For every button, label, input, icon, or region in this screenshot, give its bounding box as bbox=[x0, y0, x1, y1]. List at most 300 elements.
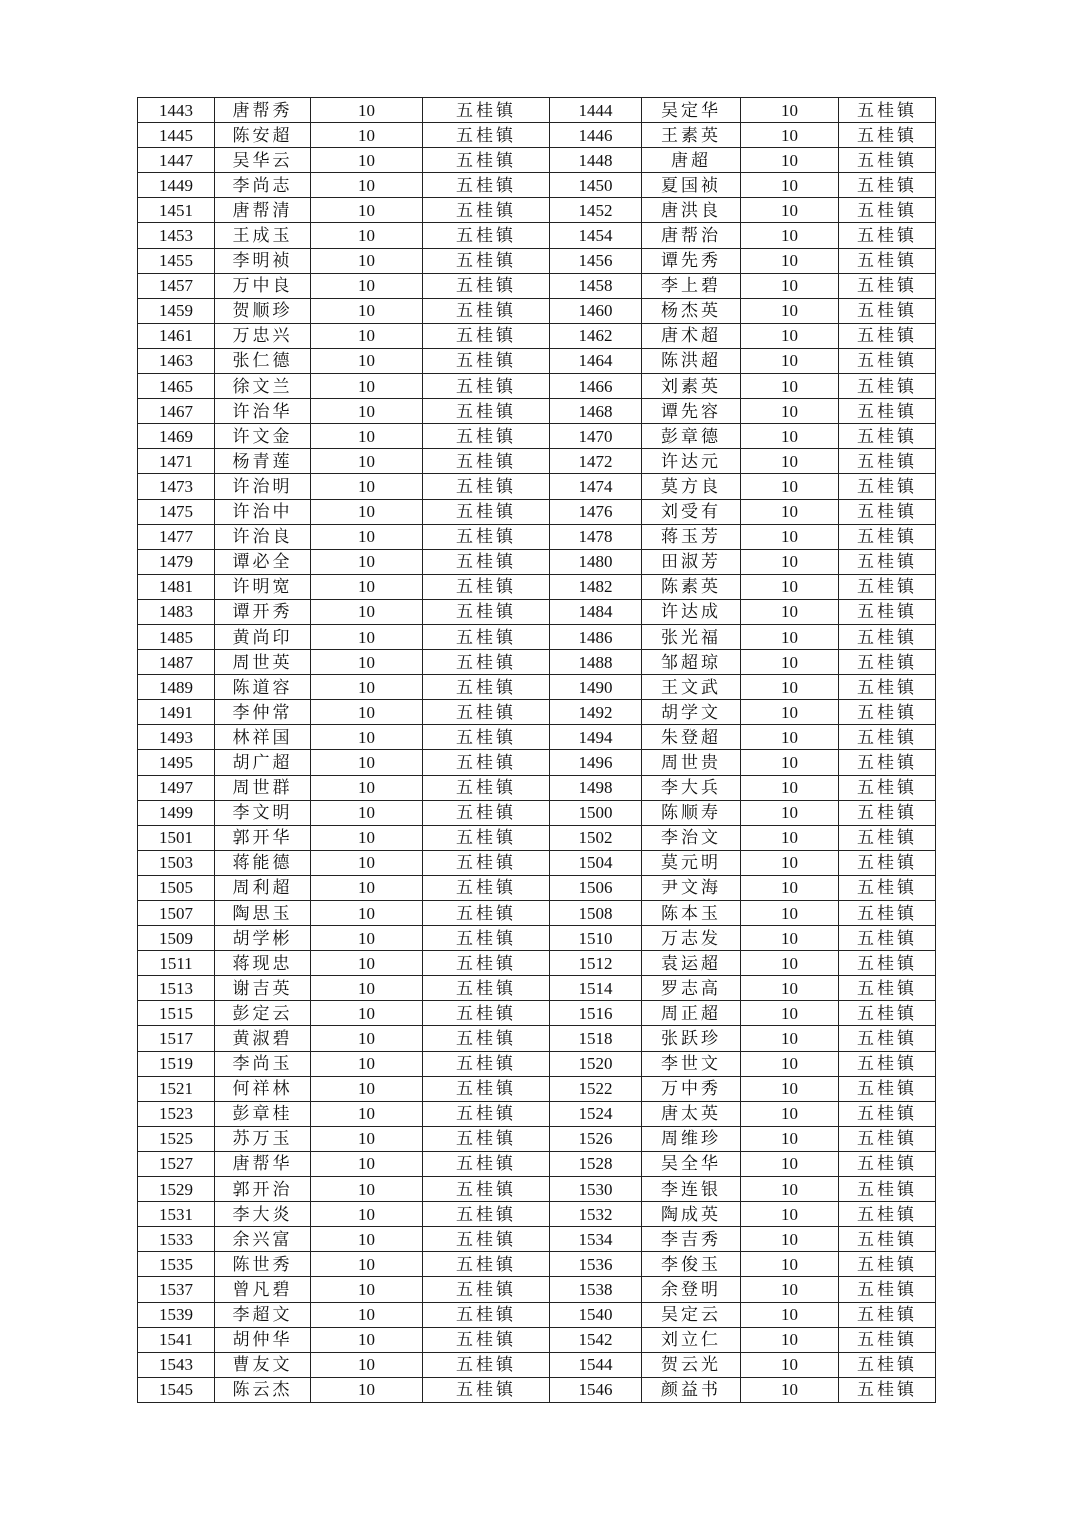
record-name: 唐帮清 bbox=[215, 198, 311, 223]
record-id: 1446 bbox=[550, 123, 642, 148]
record-id: 1513 bbox=[138, 976, 215, 1001]
record-town: 五桂镇 bbox=[423, 850, 550, 875]
record-name: 许治中 bbox=[215, 499, 311, 524]
record-id: 1509 bbox=[138, 926, 215, 951]
record-town: 五桂镇 bbox=[423, 1126, 550, 1151]
table-row bbox=[138, 926, 936, 951]
table-row bbox=[138, 875, 936, 900]
record-amount: 10 bbox=[311, 1076, 423, 1101]
record-name: 李上碧 bbox=[642, 273, 741, 298]
record-town: 五桂镇 bbox=[423, 574, 550, 599]
record-town: 五桂镇 bbox=[423, 348, 550, 373]
record-amount: 10 bbox=[741, 198, 839, 223]
record-amount: 10 bbox=[311, 1277, 423, 1302]
record-id: 1527 bbox=[138, 1151, 215, 1176]
record-id: 1497 bbox=[138, 775, 215, 800]
table-row bbox=[138, 1377, 936, 1402]
record-name: 谢吉英 bbox=[215, 976, 311, 1001]
record-id: 1504 bbox=[550, 850, 642, 875]
record-amount: 10 bbox=[741, 374, 839, 399]
record-id: 1533 bbox=[138, 1227, 215, 1252]
record-town: 五桂镇 bbox=[839, 1227, 936, 1252]
record-amount: 10 bbox=[741, 850, 839, 875]
record-amount: 10 bbox=[311, 850, 423, 875]
record-id: 1488 bbox=[550, 650, 642, 675]
record-name: 胡仲华 bbox=[215, 1327, 311, 1352]
table-row bbox=[138, 1352, 936, 1377]
record-amount: 10 bbox=[741, 148, 839, 173]
record-id: 1528 bbox=[550, 1151, 642, 1176]
record-id: 1545 bbox=[138, 1377, 215, 1402]
record-amount: 10 bbox=[311, 1026, 423, 1051]
record-town: 五桂镇 bbox=[839, 1101, 936, 1126]
record-name: 颜益书 bbox=[642, 1377, 741, 1402]
record-id: 1471 bbox=[138, 449, 215, 474]
record-amount: 10 bbox=[741, 1151, 839, 1176]
record-amount: 10 bbox=[311, 951, 423, 976]
table-row bbox=[138, 599, 936, 624]
record-town: 五桂镇 bbox=[423, 1302, 550, 1327]
record-name: 曹友文 bbox=[215, 1352, 311, 1377]
record-id: 1540 bbox=[550, 1302, 642, 1327]
record-name: 唐帮秀 bbox=[215, 98, 311, 123]
record-amount: 10 bbox=[741, 775, 839, 800]
record-town: 五桂镇 bbox=[423, 424, 550, 449]
record-name: 贺云光 bbox=[642, 1352, 741, 1377]
record-amount: 10 bbox=[311, 449, 423, 474]
record-id: 1483 bbox=[138, 599, 215, 624]
record-id: 1459 bbox=[138, 298, 215, 323]
record-id: 1460 bbox=[550, 298, 642, 323]
record-town: 五桂镇 bbox=[839, 574, 936, 599]
record-name: 谭先容 bbox=[642, 399, 741, 424]
record-id: 1466 bbox=[550, 374, 642, 399]
record-name: 刘立仁 bbox=[642, 1327, 741, 1352]
table-row bbox=[138, 374, 936, 399]
record-id: 1470 bbox=[550, 424, 642, 449]
record-name: 万忠兴 bbox=[215, 323, 311, 348]
record-town: 五桂镇 bbox=[839, 1352, 936, 1377]
record-id: 1448 bbox=[550, 148, 642, 173]
record-id: 1541 bbox=[138, 1327, 215, 1352]
table-row bbox=[138, 825, 936, 850]
record-town: 五桂镇 bbox=[839, 650, 936, 675]
record-name: 陈世秀 bbox=[215, 1252, 311, 1277]
table-row bbox=[138, 1277, 936, 1302]
record-name: 陈本玉 bbox=[642, 901, 741, 926]
record-town: 五桂镇 bbox=[839, 775, 936, 800]
record-name: 王素英 bbox=[642, 123, 741, 148]
table-row bbox=[138, 1177, 936, 1202]
record-town: 五桂镇 bbox=[839, 1302, 936, 1327]
record-town: 五桂镇 bbox=[423, 976, 550, 1001]
record-id: 1538 bbox=[550, 1277, 642, 1302]
record-name: 刘素英 bbox=[642, 374, 741, 399]
record-amount: 10 bbox=[741, 725, 839, 750]
record-name: 周世贵 bbox=[642, 750, 741, 775]
table-row bbox=[138, 198, 936, 223]
record-id: 1525 bbox=[138, 1126, 215, 1151]
record-town: 五桂镇 bbox=[839, 1202, 936, 1227]
record-id: 1481 bbox=[138, 574, 215, 599]
table-row bbox=[138, 474, 936, 499]
record-town: 五桂镇 bbox=[839, 800, 936, 825]
record-amount: 10 bbox=[311, 1377, 423, 1402]
record-amount: 10 bbox=[311, 875, 423, 900]
record-town: 五桂镇 bbox=[423, 875, 550, 900]
record-name: 陈云杰 bbox=[215, 1377, 311, 1402]
table-row bbox=[138, 1227, 936, 1252]
record-name: 李文明 bbox=[215, 800, 311, 825]
record-name: 吴华云 bbox=[215, 148, 311, 173]
record-town: 五桂镇 bbox=[839, 1076, 936, 1101]
record-town: 五桂镇 bbox=[423, 148, 550, 173]
record-amount: 10 bbox=[741, 700, 839, 725]
record-amount: 10 bbox=[311, 348, 423, 373]
record-town: 五桂镇 bbox=[423, 1277, 550, 1302]
record-amount: 10 bbox=[311, 700, 423, 725]
record-name: 李超文 bbox=[215, 1302, 311, 1327]
record-id: 1539 bbox=[138, 1302, 215, 1327]
table-row bbox=[138, 123, 936, 148]
record-town: 五桂镇 bbox=[839, 348, 936, 373]
record-id: 1507 bbox=[138, 901, 215, 926]
record-amount: 10 bbox=[311, 148, 423, 173]
table-row bbox=[138, 750, 936, 775]
record-name: 吴全华 bbox=[642, 1151, 741, 1176]
record-id: 1534 bbox=[550, 1227, 642, 1252]
record-id: 1478 bbox=[550, 524, 642, 549]
record-name: 陈道容 bbox=[215, 675, 311, 700]
record-id: 1455 bbox=[138, 248, 215, 273]
record-town: 五桂镇 bbox=[423, 1101, 550, 1126]
record-amount: 10 bbox=[741, 574, 839, 599]
record-town: 五桂镇 bbox=[423, 223, 550, 248]
record-amount: 10 bbox=[311, 1202, 423, 1227]
table-row bbox=[138, 173, 936, 198]
record-name: 陈素英 bbox=[642, 574, 741, 599]
record-amount: 10 bbox=[311, 1327, 423, 1352]
table-row bbox=[138, 675, 936, 700]
record-town: 五桂镇 bbox=[839, 976, 936, 1001]
record-name: 何祥林 bbox=[215, 1076, 311, 1101]
record-town: 五桂镇 bbox=[839, 1126, 936, 1151]
record-id: 1522 bbox=[550, 1076, 642, 1101]
record-id: 1494 bbox=[550, 725, 642, 750]
record-name: 曾凡碧 bbox=[215, 1277, 311, 1302]
record-amount: 10 bbox=[311, 976, 423, 1001]
table-row bbox=[138, 775, 936, 800]
record-amount: 10 bbox=[741, 1126, 839, 1151]
record-amount: 10 bbox=[741, 750, 839, 775]
record-id: 1510 bbox=[550, 926, 642, 951]
record-id: 1524 bbox=[550, 1101, 642, 1126]
table-row bbox=[138, 524, 936, 549]
record-id: 1457 bbox=[138, 273, 215, 298]
table-row bbox=[138, 1151, 936, 1176]
record-id: 1535 bbox=[138, 1252, 215, 1277]
table-row bbox=[138, 1327, 936, 1352]
record-amount: 10 bbox=[311, 173, 423, 198]
record-town: 五桂镇 bbox=[423, 399, 550, 424]
record-town: 五桂镇 bbox=[839, 1177, 936, 1202]
table-row bbox=[138, 1026, 936, 1051]
record-id: 1495 bbox=[138, 750, 215, 775]
record-name: 夏国祯 bbox=[642, 173, 741, 198]
record-town: 五桂镇 bbox=[423, 1177, 550, 1202]
table-row bbox=[138, 273, 936, 298]
record-name: 万中良 bbox=[215, 273, 311, 298]
record-id: 1514 bbox=[550, 976, 642, 1001]
record-name: 唐洪良 bbox=[642, 198, 741, 223]
record-town: 五桂镇 bbox=[839, 1252, 936, 1277]
table-row bbox=[138, 98, 936, 123]
record-name: 郭开华 bbox=[215, 825, 311, 850]
roster-table bbox=[137, 97, 936, 1403]
record-amount: 10 bbox=[741, 1051, 839, 1076]
record-id: 1465 bbox=[138, 374, 215, 399]
record-id: 1543 bbox=[138, 1352, 215, 1377]
record-id: 1472 bbox=[550, 449, 642, 474]
record-amount: 10 bbox=[741, 223, 839, 248]
record-id: 1469 bbox=[138, 424, 215, 449]
record-amount: 10 bbox=[311, 298, 423, 323]
record-id: 1517 bbox=[138, 1026, 215, 1051]
record-amount: 10 bbox=[741, 675, 839, 700]
record-amount: 10 bbox=[741, 173, 839, 198]
record-name: 万志发 bbox=[642, 926, 741, 951]
record-town: 五桂镇 bbox=[423, 323, 550, 348]
record-name: 李仲常 bbox=[215, 700, 311, 725]
record-id: 1449 bbox=[138, 173, 215, 198]
record-name: 吴定云 bbox=[642, 1302, 741, 1327]
record-name: 彭定云 bbox=[215, 1001, 311, 1026]
record-amount: 10 bbox=[311, 624, 423, 649]
record-town: 五桂镇 bbox=[423, 700, 550, 725]
record-amount: 10 bbox=[311, 926, 423, 951]
record-amount: 10 bbox=[311, 374, 423, 399]
record-name: 黄尚印 bbox=[215, 624, 311, 649]
record-amount: 10 bbox=[741, 1026, 839, 1051]
record-id: 1515 bbox=[138, 1001, 215, 1026]
record-town: 五桂镇 bbox=[839, 374, 936, 399]
record-amount: 10 bbox=[311, 223, 423, 248]
record-id: 1485 bbox=[138, 624, 215, 649]
record-town: 五桂镇 bbox=[423, 1001, 550, 1026]
record-id: 1490 bbox=[550, 675, 642, 700]
record-id: 1461 bbox=[138, 323, 215, 348]
record-name: 张跃珍 bbox=[642, 1026, 741, 1051]
record-name: 李大兵 bbox=[642, 775, 741, 800]
record-id: 1480 bbox=[550, 549, 642, 574]
record-amount: 10 bbox=[741, 499, 839, 524]
record-id: 1537 bbox=[138, 1277, 215, 1302]
record-town: 五桂镇 bbox=[423, 825, 550, 850]
record-id: 1464 bbox=[550, 348, 642, 373]
record-name: 周世英 bbox=[215, 650, 311, 675]
record-town: 五桂镇 bbox=[423, 1026, 550, 1051]
record-id: 1473 bbox=[138, 474, 215, 499]
record-id: 1444 bbox=[550, 98, 642, 123]
record-amount: 10 bbox=[311, 775, 423, 800]
record-amount: 10 bbox=[741, 875, 839, 900]
record-name: 唐帮华 bbox=[215, 1151, 311, 1176]
record-id: 1467 bbox=[138, 399, 215, 424]
record-town: 五桂镇 bbox=[839, 273, 936, 298]
record-id: 1500 bbox=[550, 800, 642, 825]
record-name: 胡学文 bbox=[642, 700, 741, 725]
record-amount: 10 bbox=[311, 599, 423, 624]
record-town: 五桂镇 bbox=[423, 1076, 550, 1101]
record-name: 罗志高 bbox=[642, 976, 741, 1001]
record-name: 周世群 bbox=[215, 775, 311, 800]
record-amount: 10 bbox=[741, 399, 839, 424]
record-id: 1475 bbox=[138, 499, 215, 524]
record-id: 1512 bbox=[550, 951, 642, 976]
record-amount: 10 bbox=[311, 98, 423, 123]
record-name: 陈洪超 bbox=[642, 348, 741, 373]
record-amount: 10 bbox=[311, 825, 423, 850]
record-id: 1463 bbox=[138, 348, 215, 373]
record-town: 五桂镇 bbox=[423, 1252, 550, 1277]
record-amount: 10 bbox=[741, 1227, 839, 1252]
record-amount: 10 bbox=[741, 951, 839, 976]
record-amount: 10 bbox=[741, 273, 839, 298]
table-row bbox=[138, 449, 936, 474]
record-amount: 10 bbox=[311, 323, 423, 348]
record-id: 1447 bbox=[138, 148, 215, 173]
record-name: 李吉秀 bbox=[642, 1227, 741, 1252]
record-town: 五桂镇 bbox=[839, 173, 936, 198]
table-row bbox=[138, 951, 936, 976]
record-id: 1496 bbox=[550, 750, 642, 775]
record-town: 五桂镇 bbox=[423, 374, 550, 399]
table-row bbox=[138, 1001, 936, 1026]
record-town: 五桂镇 bbox=[423, 123, 550, 148]
record-id: 1487 bbox=[138, 650, 215, 675]
record-name: 胡广超 bbox=[215, 750, 311, 775]
record-name: 周正超 bbox=[642, 1001, 741, 1026]
record-town: 五桂镇 bbox=[423, 800, 550, 825]
record-amount: 10 bbox=[311, 524, 423, 549]
record-amount: 10 bbox=[741, 650, 839, 675]
record-name: 谭先秀 bbox=[642, 248, 741, 273]
record-town: 五桂镇 bbox=[839, 675, 936, 700]
record-amount: 10 bbox=[311, 549, 423, 574]
record-town: 五桂镇 bbox=[423, 926, 550, 951]
table-row bbox=[138, 850, 936, 875]
record-name: 田淑芳 bbox=[642, 549, 741, 574]
record-amount: 10 bbox=[311, 1151, 423, 1176]
record-amount: 10 bbox=[311, 800, 423, 825]
table-row bbox=[138, 323, 936, 348]
record-amount: 10 bbox=[741, 1202, 839, 1227]
table-row bbox=[138, 800, 936, 825]
record-town: 五桂镇 bbox=[423, 901, 550, 926]
record-town: 五桂镇 bbox=[423, 675, 550, 700]
record-amount: 10 bbox=[741, 624, 839, 649]
record-name: 唐太英 bbox=[642, 1101, 741, 1126]
record-amount: 10 bbox=[311, 1101, 423, 1126]
record-id: 1491 bbox=[138, 700, 215, 725]
record-name: 张光福 bbox=[642, 624, 741, 649]
record-amount: 10 bbox=[311, 901, 423, 926]
record-town: 五桂镇 bbox=[839, 1026, 936, 1051]
record-id: 1443 bbox=[138, 98, 215, 123]
record-id: 1477 bbox=[138, 524, 215, 549]
record-amount: 10 bbox=[311, 650, 423, 675]
record-town: 五桂镇 bbox=[839, 223, 936, 248]
record-amount: 10 bbox=[311, 1177, 423, 1202]
record-town: 五桂镇 bbox=[839, 323, 936, 348]
record-amount: 10 bbox=[311, 1302, 423, 1327]
record-name: 许明宽 bbox=[215, 574, 311, 599]
record-id: 1503 bbox=[138, 850, 215, 875]
record-id: 1462 bbox=[550, 323, 642, 348]
record-town: 五桂镇 bbox=[839, 449, 936, 474]
record-town: 五桂镇 bbox=[839, 750, 936, 775]
record-amount: 10 bbox=[741, 976, 839, 1001]
record-town: 五桂镇 bbox=[423, 951, 550, 976]
record-id: 1530 bbox=[550, 1177, 642, 1202]
record-id: 1468 bbox=[550, 399, 642, 424]
record-amount: 10 bbox=[311, 248, 423, 273]
record-town: 五桂镇 bbox=[839, 951, 936, 976]
table-row bbox=[138, 223, 936, 248]
record-name: 许文金 bbox=[215, 424, 311, 449]
record-town: 五桂镇 bbox=[423, 1227, 550, 1252]
record-name: 王成玉 bbox=[215, 223, 311, 248]
record-amount: 10 bbox=[741, 1101, 839, 1126]
record-name: 许治明 bbox=[215, 474, 311, 499]
record-amount: 10 bbox=[741, 599, 839, 624]
record-town: 五桂镇 bbox=[839, 499, 936, 524]
record-id: 1529 bbox=[138, 1177, 215, 1202]
record-id: 1493 bbox=[138, 725, 215, 750]
record-town: 五桂镇 bbox=[423, 549, 550, 574]
record-id: 1511 bbox=[138, 951, 215, 976]
record-name: 袁运超 bbox=[642, 951, 741, 976]
record-name: 余兴富 bbox=[215, 1227, 311, 1252]
record-town: 五桂镇 bbox=[839, 1151, 936, 1176]
record-name: 许治华 bbox=[215, 399, 311, 424]
record-town: 五桂镇 bbox=[423, 273, 550, 298]
record-id: 1505 bbox=[138, 875, 215, 900]
record-amount: 10 bbox=[311, 424, 423, 449]
table-row bbox=[138, 248, 936, 273]
table-row bbox=[138, 650, 936, 675]
record-town: 五桂镇 bbox=[839, 1377, 936, 1402]
record-town: 五桂镇 bbox=[423, 1377, 550, 1402]
record-town: 五桂镇 bbox=[839, 875, 936, 900]
record-town: 五桂镇 bbox=[423, 524, 550, 549]
record-id: 1501 bbox=[138, 825, 215, 850]
record-name: 莫方良 bbox=[642, 474, 741, 499]
record-name: 谭开秀 bbox=[215, 599, 311, 624]
record-town: 五桂镇 bbox=[839, 549, 936, 574]
record-amount: 10 bbox=[741, 901, 839, 926]
record-id: 1452 bbox=[550, 198, 642, 223]
record-amount: 10 bbox=[741, 825, 839, 850]
record-id: 1453 bbox=[138, 223, 215, 248]
record-amount: 10 bbox=[741, 424, 839, 449]
record-id: 1532 bbox=[550, 1202, 642, 1227]
record-amount: 10 bbox=[311, 474, 423, 499]
record-id: 1526 bbox=[550, 1126, 642, 1151]
roster-body bbox=[138, 98, 936, 1403]
record-town: 五桂镇 bbox=[423, 1202, 550, 1227]
record-amount: 10 bbox=[311, 1252, 423, 1277]
